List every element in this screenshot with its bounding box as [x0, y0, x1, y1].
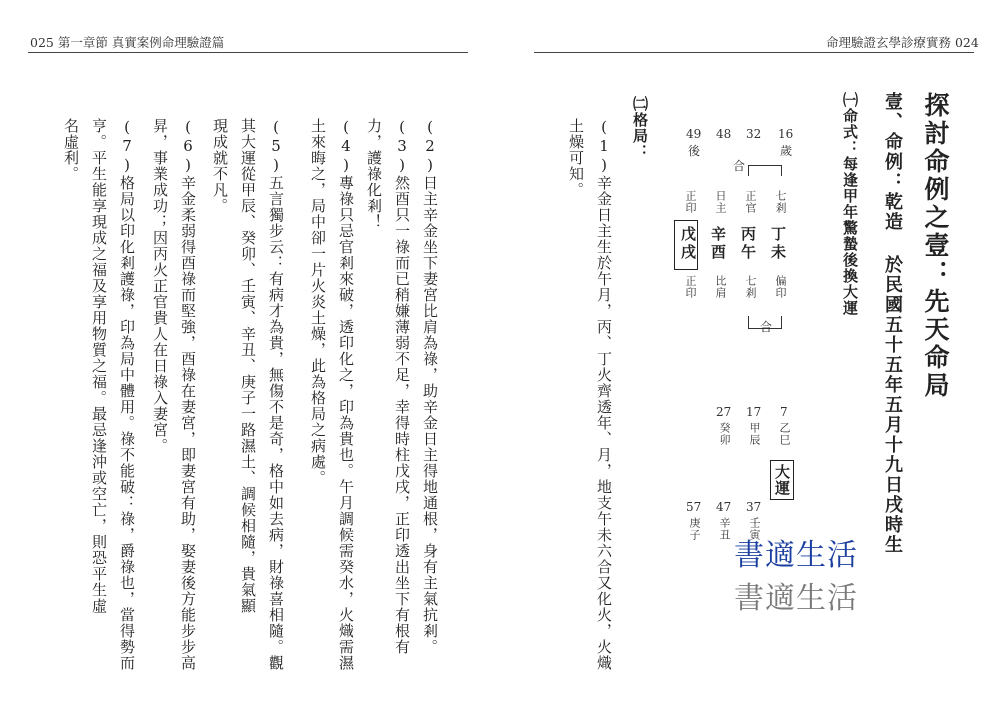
- bottom-god-month: 七剎: [744, 275, 757, 299]
- left-paragraph-7-end: 名虛利。: [62, 118, 80, 182]
- left-paragraph-7-cont: 亨。平生能享現成之福及享用物質之福。最忌逢沖或空亡，則恐平生虛: [90, 118, 108, 614]
- dayun-age-27: 27: [716, 405, 732, 419]
- dayun-pillar-4: 壬寅: [748, 517, 761, 541]
- section-heading-1: 壹、命例：乾造 於民國五十五年五月十九日戌時生: [882, 92, 903, 555]
- dayun-age-7: 7: [780, 405, 788, 419]
- left-paragraph-4: (4)專祿只忌官剎來破，透印化之，印為貴也。午月調候需癸水，火熾需濕: [337, 118, 355, 671]
- dayun-pillar-1: 乙巳: [778, 422, 791, 446]
- pillar-day: 辛酉: [709, 226, 727, 262]
- subsection-heading-2: ㈡格局：: [631, 96, 649, 160]
- left-paragraph-5-cont: 其大運從甲辰、癸卯、壬寅、辛丑、庚子一路濕土、調候相隨，貴氣顯: [239, 118, 257, 614]
- top-god-day: 日主: [714, 190, 727, 214]
- left-paragraph-2: (2)日主辛金坐下妻宮比肩為祿，助辛金日主得地通根，身有主氣抗剎。: [421, 118, 439, 655]
- right-paragraph-1: (1)辛金日主生於午月，丙、丁火齊透年、月，地支午未六合又化火，火熾: [595, 118, 613, 671]
- right-header-rule: [534, 52, 974, 53]
- top-god-month: 正官: [744, 190, 757, 214]
- age-49: 49: [686, 127, 702, 141]
- left-paragraph-4-cont: 土來晦之，局中卻一片火炎土燥，此為格局之病處。: [309, 118, 327, 486]
- left-paragraph-5-end: 現成就不凡。: [211, 118, 229, 214]
- subsection-heading-1: ㈠命式：每逢甲年驚蟄後換大運: [841, 92, 859, 316]
- he-label-bottom: 合: [760, 320, 773, 334]
- top-god-hour: 正印: [684, 190, 697, 214]
- left-paragraph-5: (5)五言獨步云：有病才為貴，無傷不是奇，格中如去病，財祿喜相隨。觀: [267, 118, 285, 671]
- left-paragraph-3: (3)然酉只一祿而已稍嫌薄弱不足，幸得時柱戊戌，正印透出坐下有根有: [393, 118, 411, 655]
- pillar-hour: 戊戌: [679, 226, 697, 262]
- dayun-pillar-5: 辛丑: [718, 517, 731, 541]
- top-god-year: 七剎: [774, 190, 787, 214]
- dayun-age-17: 17: [746, 405, 762, 419]
- left-page-header: 025 第一章節 真實案例命理驗證篇: [30, 35, 225, 50]
- dayun-pillar-3: 癸卯: [718, 422, 731, 446]
- age-after: 後: [688, 144, 701, 158]
- pillar-month: 丙午: [739, 226, 757, 262]
- pillar-year: 丁未: [769, 226, 787, 262]
- watermark-blue: 書適生活: [734, 538, 858, 573]
- age-unit: 歲: [780, 144, 793, 158]
- bottom-god-hour: 正印: [684, 275, 697, 299]
- right-paragraph-1-cont: 土燥可知。: [567, 118, 585, 198]
- right-page-header: 命理驗證玄學診療實務 024: [826, 35, 979, 50]
- watermark-gray: 書適生活: [734, 581, 858, 616]
- hour-pillar-box: [674, 220, 698, 270]
- bottom-god-year: 偏印: [774, 275, 787, 299]
- dayun-label: 大運: [770, 460, 794, 500]
- dayun-age-37: 37: [746, 500, 762, 514]
- he-bracket-top: [748, 165, 782, 176]
- dayun-pillar-6: 庚子: [688, 517, 701, 541]
- dayun-age-57: 57: [686, 500, 702, 514]
- left-paragraph-7: (7)格局以印化剎護祿，印為局中體用。祿不能破：祿，爵祿也，當得勢而: [118, 118, 136, 671]
- left-header-rule: [28, 52, 468, 53]
- dayun-pillar-2: 甲辰: [748, 422, 761, 446]
- age-48: 48: [716, 127, 732, 141]
- left-paragraph-3-cont: 力，護祿化剎！: [365, 118, 383, 230]
- page-title: 探討命例之壹：先天命局: [921, 92, 950, 400]
- age-32: 32: [746, 127, 762, 141]
- dayun-age-47: 47: [716, 500, 732, 514]
- bottom-god-day: 比肩: [714, 275, 727, 299]
- age-16: 16: [778, 127, 794, 141]
- left-paragraph-6-cont: 昇，事業成功；因丙火正官貴人在日祿入妻宮。: [151, 118, 169, 454]
- he-label-top: 合: [733, 159, 746, 173]
- left-paragraph-6: (6)辛金柔弱得酉祿而堅強，酉祿在妻宮，即妻宮有助，娶妻後方能步步高: [179, 118, 197, 671]
